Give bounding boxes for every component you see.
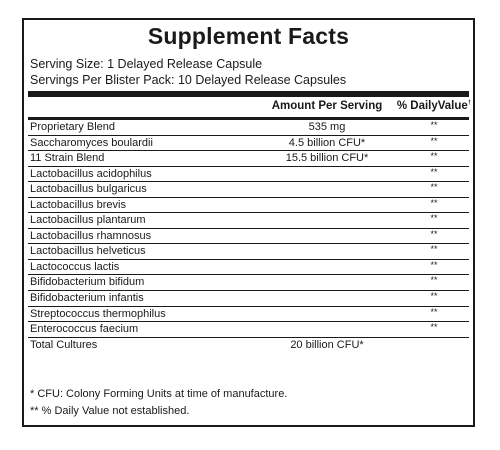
ingredient-name: Streptococcus thermophilus (30, 307, 166, 320)
amount-per-serving-header: Amount Per Serving (271, 100, 383, 112)
ingredient-name: Lactobacillus bulgaricus (30, 183, 147, 196)
serving-info (30, 56, 346, 88)
ingredient-daily-value: ** (430, 120, 438, 130)
ingredient-daily-value: ** (430, 259, 438, 270)
ingredient-name: Bifidobacterium bifidum (30, 276, 145, 289)
table-row (28, 307, 469, 323)
daily-value-header-text: % DailyValue (396, 100, 468, 112)
ingredient-name: Lactobacillus plantarum (30, 214, 146, 227)
supplement-facts-panel (22, 18, 475, 427)
table-row (28, 291, 469, 307)
ingredient-daily-value: ** (430, 213, 438, 224)
ingredient-amount: 20 billion CFU* (290, 338, 364, 351)
ingredient-name: 11 Strain Blend (30, 152, 105, 165)
ingredient-daily-value: ** (430, 182, 438, 193)
table-row (28, 151, 469, 167)
ingredient-name: Lactobacillus rhamnosus (30, 229, 152, 242)
daily-value-header (394, 100, 474, 112)
table-row (28, 213, 469, 229)
table-row (28, 338, 469, 354)
ingredient-daily-value: ** (430, 151, 438, 162)
table-row (28, 275, 469, 291)
table-row (28, 136, 469, 152)
ingredient-name: Enterococcus faecium (30, 323, 139, 336)
ingredient-daily-value: ** (430, 244, 438, 255)
ingredient-daily-value: ** (430, 228, 438, 239)
footnote-daily-value: ** % Daily Value not established. (30, 405, 190, 417)
servings-per-container: Servings Per Blister Pack: 10 Delayed Release Capsules (30, 73, 347, 87)
serving-size: Serving Size: 1 Delayed Release Capsule (30, 57, 263, 71)
ingredient-daily-value: ** (430, 291, 438, 302)
footnotes (30, 386, 287, 420)
ingredient-daily-value: ** (430, 275, 438, 286)
thick-divider (28, 91, 469, 97)
table-row (28, 229, 469, 245)
ingredient-daily-value: ** (430, 166, 438, 177)
ingredient-amount: 15.5 billion CFU* (285, 152, 369, 165)
table-row (28, 244, 469, 260)
table-row (28, 167, 469, 183)
ingredient-name: Lactobacillus acidophilus (30, 167, 152, 180)
table-row (28, 322, 469, 338)
ingredient-daily-value: ** (430, 135, 438, 146)
ingredient-daily-value: ** (430, 197, 438, 208)
ingredient-name: Bifidobacterium infantis (30, 292, 144, 305)
table-row (28, 120, 469, 136)
ingredient-name: Saccharomyces boulardii (30, 136, 153, 149)
ingredient-name: Total Cultures (30, 338, 98, 351)
table-row (28, 198, 469, 214)
ingredient-name: Proprietary Blend (30, 121, 115, 133)
panel-title: Supplement Facts (147, 23, 350, 49)
column-header-row (28, 100, 472, 117)
table-row (28, 260, 469, 276)
ingredient-amount: 4.5 billion CFU* (288, 136, 366, 149)
ingredient-daily-value: ** (430, 322, 438, 333)
table-row (28, 182, 469, 198)
ingredient-name: Lactobacillus brevis (30, 198, 126, 211)
daily-value-footnote-mark: † (467, 100, 472, 107)
ingredient-daily-value: ** (430, 306, 438, 317)
ingredient-name: Lactobacillus helveticus (30, 245, 146, 258)
ingredient-amount: 535 mg (308, 121, 346, 133)
ingredient-name: Lactococcus lactis (30, 260, 120, 273)
ingredient-table (28, 120, 469, 353)
footnote-cfu: * CFU: Colony Forming Units at time of manufacture. (30, 388, 288, 400)
